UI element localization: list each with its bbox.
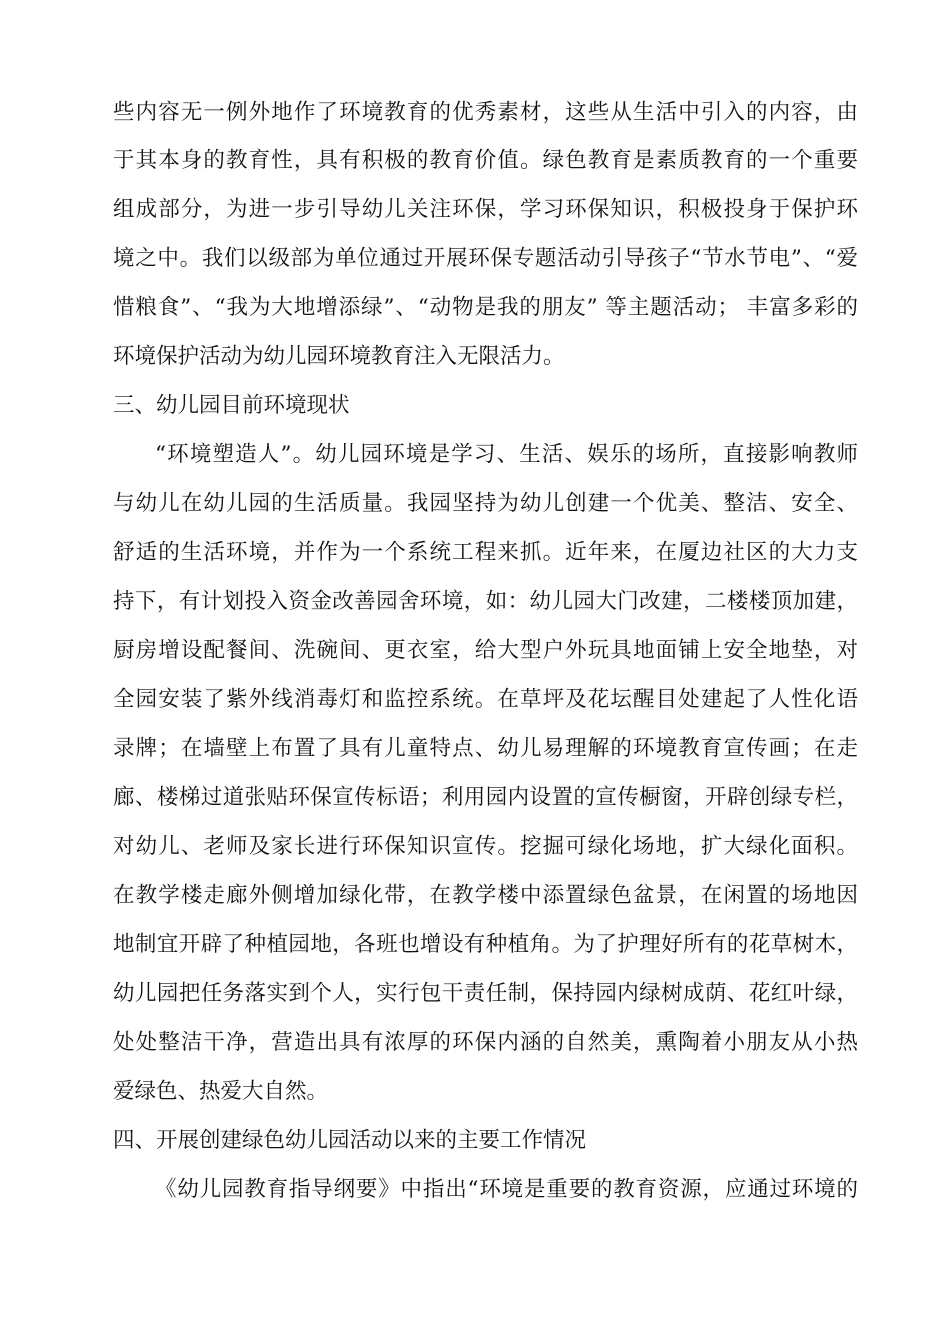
paragraph-line: 惜粮食”、“我为大地增添绿”、“动物是我的朋友” 等主题活动； 丰富多彩的 [113, 295, 858, 320]
paragraph-line: 地制宜开辟了种植园地，各班也增设有种植角。为了护理好所有的花草树木， [113, 932, 858, 957]
paragraph-line: 些内容无一例外地作了环境教育的优秀素材，这些从生活中引入的内容，由 [113, 100, 858, 125]
paragraph-line: 《幼儿园教育指导纲要》中指出“环境是重要的教育资源，应通过环境的 [155, 1177, 858, 1202]
paragraph-line: 处处整洁干净，营造出具有浓厚的环保内涵的自然美，熏陶着小朋友从小热 [113, 1030, 858, 1055]
paragraph-line: 全园安装了紫外线消毒灯和监控系统。在草坪及花坛醒目处建起了人性化语 [113, 687, 858, 712]
paragraph-line: 廊、楼梯过道张贴环保宣传标语；利用园内设置的宣传橱窗，开辟创绿专栏， [113, 785, 858, 810]
paragraph-line: 环境保护活动为幼儿园环境教育注入无限活力。 [113, 344, 565, 369]
paragraph-line: 组成部分，为进一步引导幼儿关注环保，学习环保知识，积极投身于保护环 [113, 197, 858, 222]
paragraph-line: 于其本身的教育性，具有积极的教育价值。绿色教育是素质教育的一个重要 [113, 148, 858, 173]
paragraph-line: 幼儿园把任务落实到个人，实行包干责任制，保持园内绿树成荫、花红叶绿， [113, 981, 858, 1006]
paragraph-line: 录牌；在墙壁上布置了具有儿童特点、幼儿易理解的环境教育宣传画；在走 [113, 736, 858, 761]
paragraph-line: 与幼儿在幼儿园的生活质量。我园坚持为幼儿创建一个优美、整洁、安全、 [113, 491, 858, 516]
paragraph-line: 境之中。我们以级部为单位通过开展环保专题活动引导孩子“节水节电”、“爱 [113, 246, 858, 271]
paragraph-line: 厨房增设配餐间、洗碗间、更衣室，给大型户外玩具地面铺上安全地垫，对 [113, 638, 858, 663]
paragraph-line: 爱绿色、热爱大自然。 [113, 1079, 329, 1104]
paragraph-line: “环境塑造人”。幼儿园环境是学习、生活、娱乐的场所，直接影响教师 [155, 442, 858, 467]
paragraph-line: 舒适的生活环境，并作为一个系统工程来抓。近年来，在厦边社区的大力支 [113, 540, 858, 565]
section-heading: 四、开展创建绿色幼儿园活动以来的主要工作情况 [113, 1128, 587, 1153]
paragraph-line: 对幼儿、老师及家长进行环保知识宣传。挖掘可绿化场地，扩大绿化面积。 [113, 834, 858, 859]
paragraph-line: 持下，有计划投入资金改善园舍环境，如：幼儿园大门改建，二楼楼顶加建， [113, 589, 858, 614]
paragraph-line: 在教学楼走廊外侧增加绿化带，在教学楼中添置绿色盆景，在闲置的场地因 [113, 883, 858, 908]
section-heading: 三、幼儿园目前环境现状 [113, 393, 350, 418]
